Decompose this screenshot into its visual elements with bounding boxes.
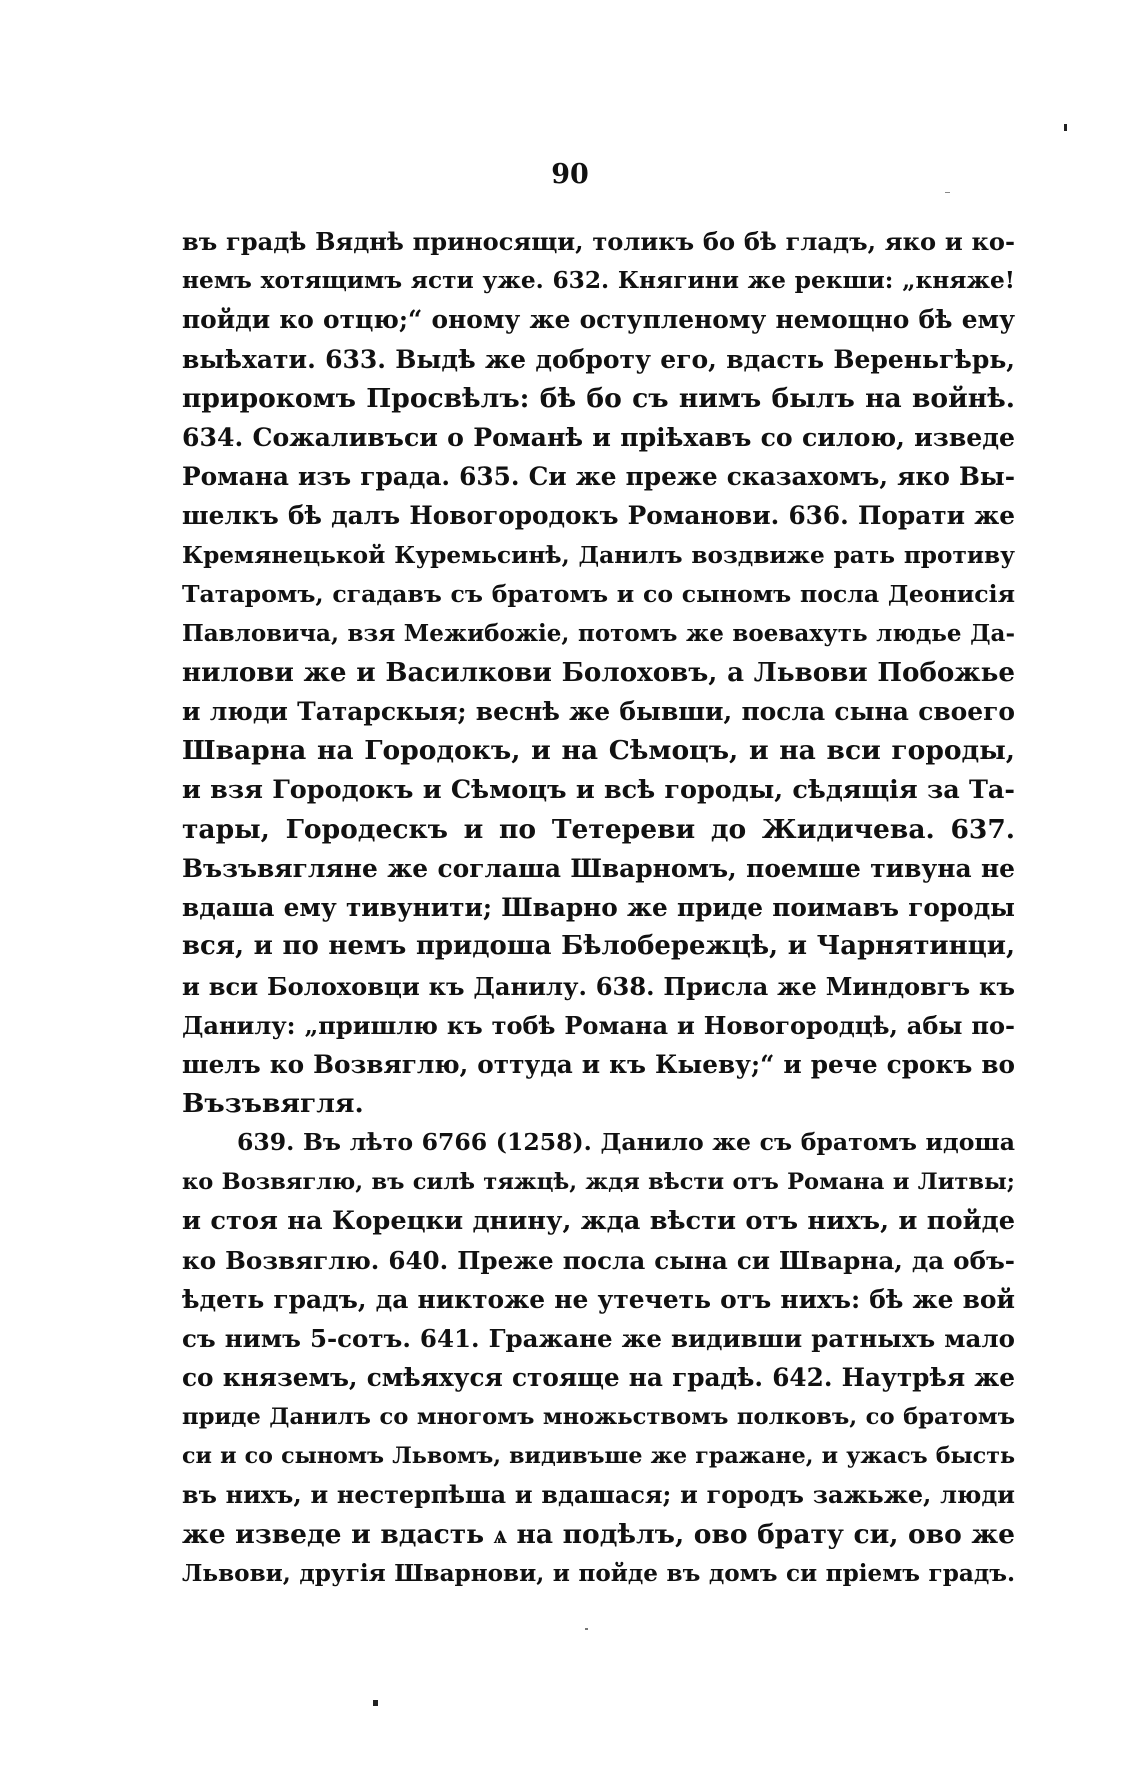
scan-speck [585,1628,588,1630]
text-line: Шварна на Городокъ, и на Сѣмоцъ, и на вси городы, [182,735,1015,767]
text-line: же изведе и вдасть ѧ на подѣлъ, ово брату си, ово же [182,1519,1015,1551]
text-line: и взя Городокъ и Сѣмоцъ и всѣ городы, сѣдящiя за Та- [182,774,1015,805]
text-line: Кремянецькой Куремьсинѣ, Данилъ воздвиже рать противу [182,541,1015,569]
text-line: Възъвягля. [182,1088,364,1120]
paragraph-2 [182,1123,1015,1593]
text-line: ко Возвяглю. 640. Преже посла сына си Шварна, да объ- [182,1245,1015,1275]
text-line: шелкъ бѣ далъ Новогородокъ Романови. 636. Порати же [182,501,1015,531]
text-line: шелъ ко Возвяглю, оттуда и къ Кыеву;“ и рече срокъ во [182,1049,1015,1079]
text-line: вся, и по немъ придоша Бѣлобережцѣ, и Чарнятинци, [182,931,1015,962]
text-line: и вси Болоховци къ Данилу. 638. Присла же Миндовгъ къ [182,971,1015,1001]
text-line: 639. Въ лѣто 6766 (1258). Данило же съ братомъ идоша [237,1128,1015,1157]
page-number: 90 [551,159,589,190]
text-line: ко Возвяглю, въ силѣ тяжцѣ, ждя вѣсти отъ Романа и Литвы; [182,1168,1015,1195]
text-line: Павловича, взя Межибожiе, потомъ же воевахуть людье Да- [182,619,1015,647]
scan-speck [945,192,950,193]
text-line: приде Данилъ со многомъ множьствомъ полковъ, со братомъ [182,1403,1015,1430]
text-line: немъ хотящимъ ясти уже. 632. Княгини же рекши: „княже! [182,267,1015,295]
paragraph-1 [182,222,1015,1123]
text-line: въ нихъ, и нестерпѣша и вдашася; и городъ зажьже, люди [182,1481,1015,1509]
text-line: со княземъ, смѣяхуся стояще на градѣ. 642. Наутрѣя же [182,1363,1015,1393]
text-line: Възъвягляне же соглаша Шварномъ, поемше тивуна не [182,854,1015,883]
scan-speck [373,1700,378,1706]
text-line: и люди Татарскыя; веснѣ же бывши, посла сына своего [182,697,1015,727]
text-line: Данилу: „пришлю къ тобѣ Романа и Новогородцѣ, абы по- [182,1010,1015,1040]
page-text [182,222,1015,1594]
text-line: прирокомъ Просвѣлъ: бѣ бо съ нимъ былъ на войнѣ. [182,382,1015,414]
text-line: выѣхати. 633. Выдѣ же доброту его, вдасть Вереньгѣрь, [182,344,1015,374]
text-line: Татаромъ, сгадавъ съ братомъ и со сыномъ посла Деонисiя [182,579,1015,608]
text-line: нилови же и Василкови Болоховъ, а Львови Побожье [182,657,1015,689]
text-line: вдаша ему тивунити; Шварно же приде поимавъ городы [182,893,1015,923]
text-line: Романа изъ града. 635. Си же преже сказахомъ, яко Вы- [182,462,1015,492]
text-line: ѣдеть градъ, да никтоже не утечеть отъ нихъ: бѣ же вой [182,1285,1015,1315]
scan-speck [1064,124,1067,131]
text-line: пойди ко отцю;“ оному же оступленому немощно бѣ ему [182,305,1015,335]
text-line: въ градѣ Вяднѣ приносящи, толикъ бо бѣ гладъ, яко и ко- [182,227,1015,256]
text-line: 634. Сожаливъси о Романѣ и прiѣхавъ со силою, изведе [182,421,1015,452]
text-line: тары, Городескъ и по Тетереви до Жидичева. 637. [182,813,1015,845]
text-line: съ нимъ 5-сотъ. 641. Гражане же видивши ратныхъ мало [182,1324,1015,1354]
text-line: си и со сыномъ Львомъ, видивъше же гражане, и ужасъ бысть [182,1442,1015,1469]
text-line: и стоя на Корецки днину, жда вѣсти отъ нихъ, и пойде [182,1205,1015,1236]
text-line: Львови, другiя Шварнови, и пойде въ домъ си прiемъ градъ. [182,1560,1015,1588]
